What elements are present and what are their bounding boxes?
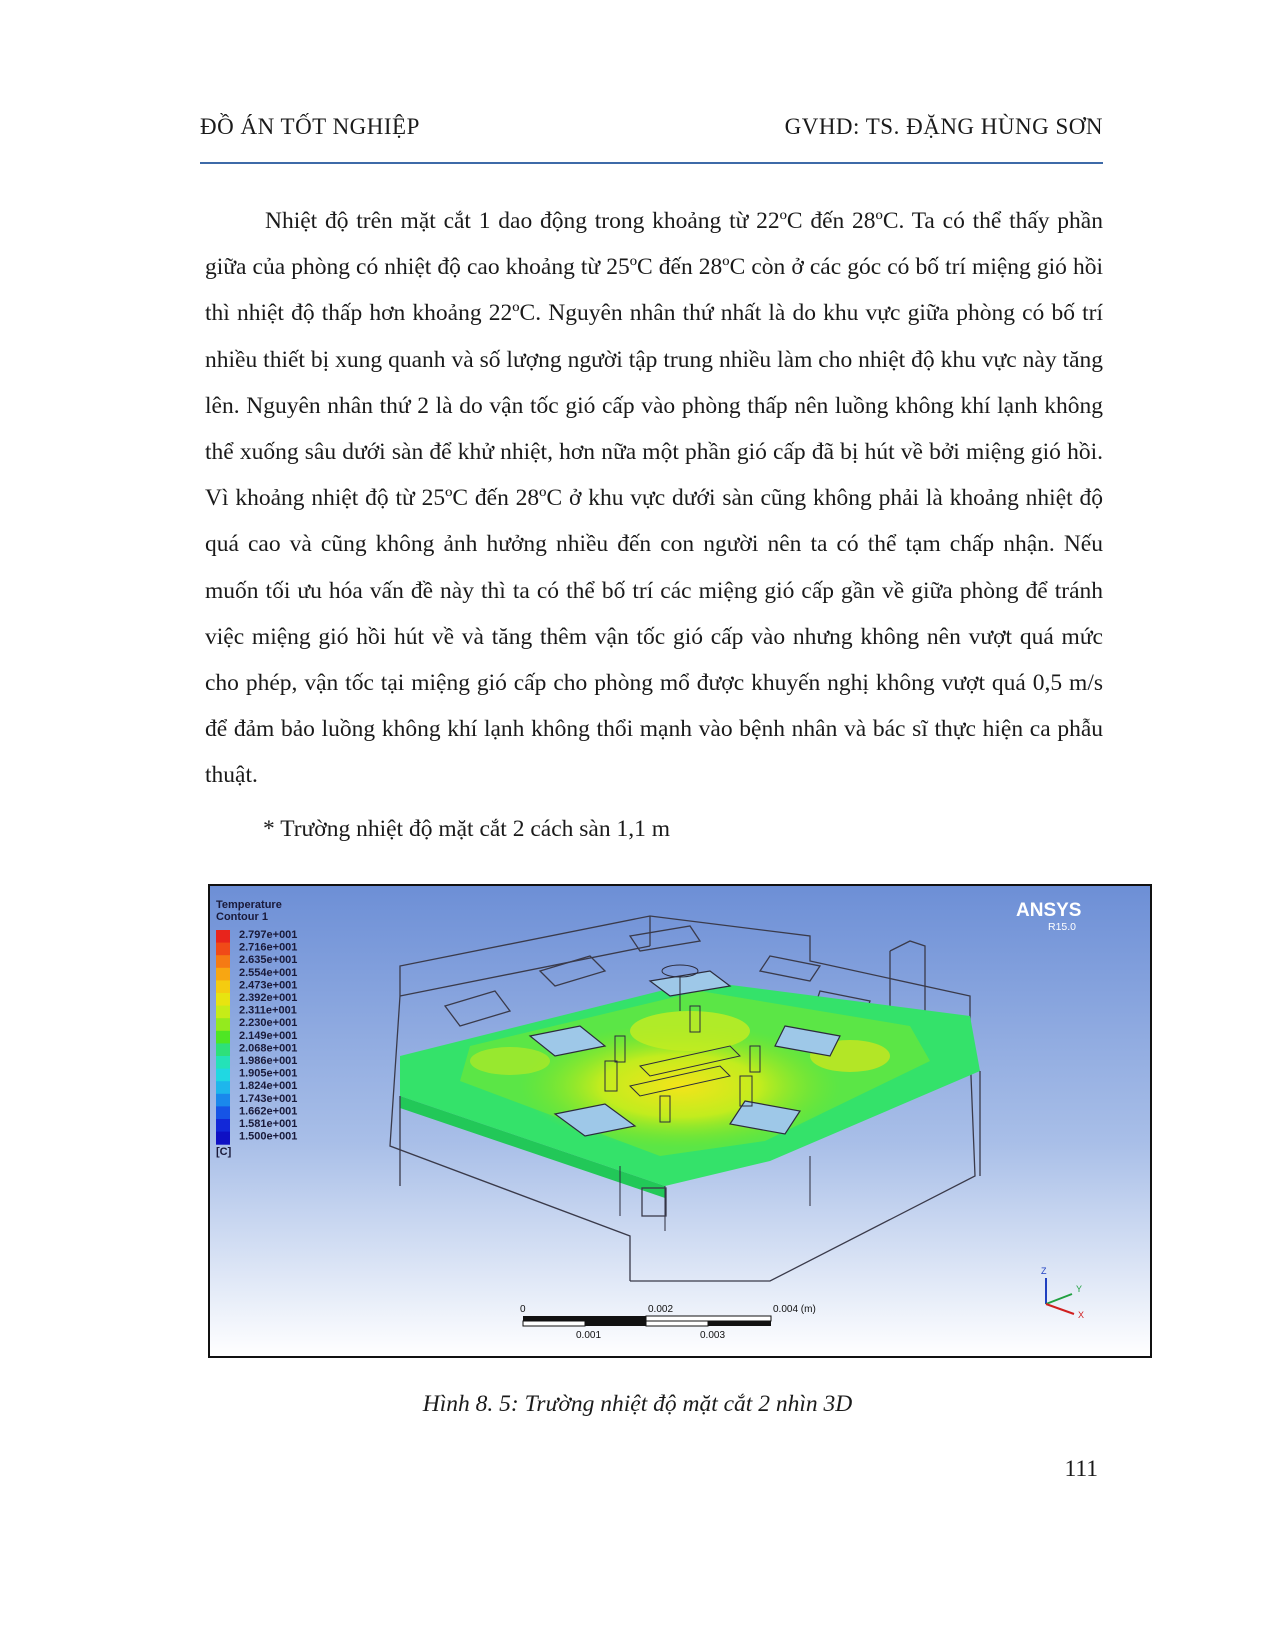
legend-swatch — [216, 930, 230, 943]
axis-z-label: Z — [1041, 1266, 1047, 1276]
scale-label-0003: 0.003 — [700, 1330, 726, 1341]
ansys-version: R15.0 — [1048, 921, 1077, 933]
legend-value: 1.662e+001 — [239, 1105, 298, 1118]
page-number: 111 — [1064, 1456, 1098, 1482]
legend-labels — [239, 929, 297, 1143]
legend-swatch — [216, 993, 230, 1006]
legend-swatch — [216, 968, 230, 981]
legend-value: 1.743e+001 — [239, 1092, 298, 1105]
page-header — [200, 114, 1103, 154]
legend-swatch — [216, 1106, 230, 1119]
legend-value: 1.905e+001 — [239, 1067, 298, 1080]
header-title: ĐỒ ÁN TỐT NGHIỆP — [200, 114, 420, 139]
ansys-logo: ANSYS — [1016, 900, 1082, 921]
legend-value: 2.311e+001 — [239, 1004, 297, 1017]
legend-value: 2.149e+001 — [239, 1029, 298, 1042]
legend-color-bar — [216, 930, 230, 1145]
legend-swatch — [216, 1043, 230, 1056]
body-paragraph: Nhiệt độ trên mặt cắt 1 dao động trong khoảng từ 22ºC đến 28ºC. Ta có thể thấy phần giữa của phòng có nhiệt độ cao khoảng từ 25ºC đến 28ºC còn ở các góc có bố trí miệng gió hồi thì nhiệt độ thấp hơn khoảng 22ºC. Nguyên nhân thứ nhất là do khu vực giữa phòng có bố trí nhiều thiết bị xung quanh và số lượng người tập trung nhiều làm cho nhiệt độ khu vực này tăng lên. Nguyên nhân thứ 2 là do vận tốc gió cấp vào phòng thấp nên luồng không khí lạnh không thể xuống sâu dưới sàn để khử nhiệt, hơn nữa một phần gió cấp đã bị hút về bởi miệng gió hồi. Vì khoảng nhiệt độ từ 25ºC đến 28ºC ở khu vực dưới sàn cũng không phải là khoảng nhiệt độ quá cao và cũng không ảnh hưởng nhiều đến con người nên ta có thể tạm chấp nhận. Nếu muốn tối ưu hóa vấn đề này thì ta có thể bố trí các miệng gió cấp gần về giữa phòng để tránh việc miệng gió hồi hút về và tăng thêm vận tốc gió cấp vào nhưng không nên vượt quá mức cho phép, vận tốc tại miệng gió cấp cho phòng mổ được khuyến nghị không vượt quá 0,5 m/s để đảm bảo luồng không khí lạnh không thổi mạnh vào bệnh nhân và bác sĩ thực hiện ca phẫu thuật. — [205, 208, 1103, 789]
legend-swatch — [216, 980, 230, 993]
figure-caption: Hình 8. 5: Trường nhiệt độ mặt cắt 2 nhìn 3D — [422, 1391, 853, 1417]
legend-value: 2.473e+001 — [239, 979, 298, 992]
scale-label-0004: 0.004 (m) — [773, 1304, 816, 1315]
legend-swatch — [216, 1094, 230, 1107]
axis-y-label: Y — [1076, 1284, 1083, 1294]
legend-swatch — [216, 1031, 230, 1044]
header-advisor: GVHD: TS. ĐẶNG HÙNG SƠN — [784, 114, 1103, 139]
legend-value: 2.068e+001 — [239, 1042, 298, 1055]
legend-subtitle: Contour 1 — [216, 911, 268, 923]
scale-label-0002: 0.002 — [648, 1304, 674, 1315]
scale-label-0: 0 — [520, 1304, 526, 1315]
legend-value: 1.500e+001 — [239, 1130, 298, 1143]
legend-title: Temperature — [216, 899, 282, 911]
legend-unit: [C] — [216, 1146, 232, 1158]
legend-value: 1.581e+001 — [239, 1118, 298, 1130]
axis-x-label: X — [1078, 1310, 1085, 1320]
legend-swatch — [216, 1119, 230, 1132]
legend-swatch — [216, 955, 230, 968]
header-divider — [200, 162, 1103, 164]
section-bullet: * Trường nhiệt độ mặt cắt 2 cách sàn 1,1 m — [263, 816, 670, 842]
legend-swatch — [216, 1132, 230, 1145]
legend-swatch — [216, 1069, 230, 1082]
temperature-contour-figure — [208, 884, 1152, 1358]
legend-value: 1.824e+001 — [239, 1080, 298, 1093]
legend-swatch — [216, 943, 230, 956]
legend-swatch — [216, 1081, 230, 1094]
legend-swatch — [216, 1006, 230, 1019]
legend-value: 2.230e+001 — [239, 1017, 298, 1030]
legend-swatch — [216, 1056, 230, 1069]
scale-label-0001: 0.001 — [576, 1330, 602, 1341]
legend-value: 2.554e+001 — [239, 966, 298, 979]
legend-value: 2.635e+001 — [239, 954, 298, 967]
legend-swatch — [216, 1018, 230, 1031]
legend-value: 2.392e+001 — [239, 992, 298, 1004]
legend-value: 2.797e+001 — [239, 929, 298, 941]
legend-value: 1.986e+001 — [239, 1055, 298, 1067]
legend-value: 2.716e+001 — [239, 941, 298, 954]
